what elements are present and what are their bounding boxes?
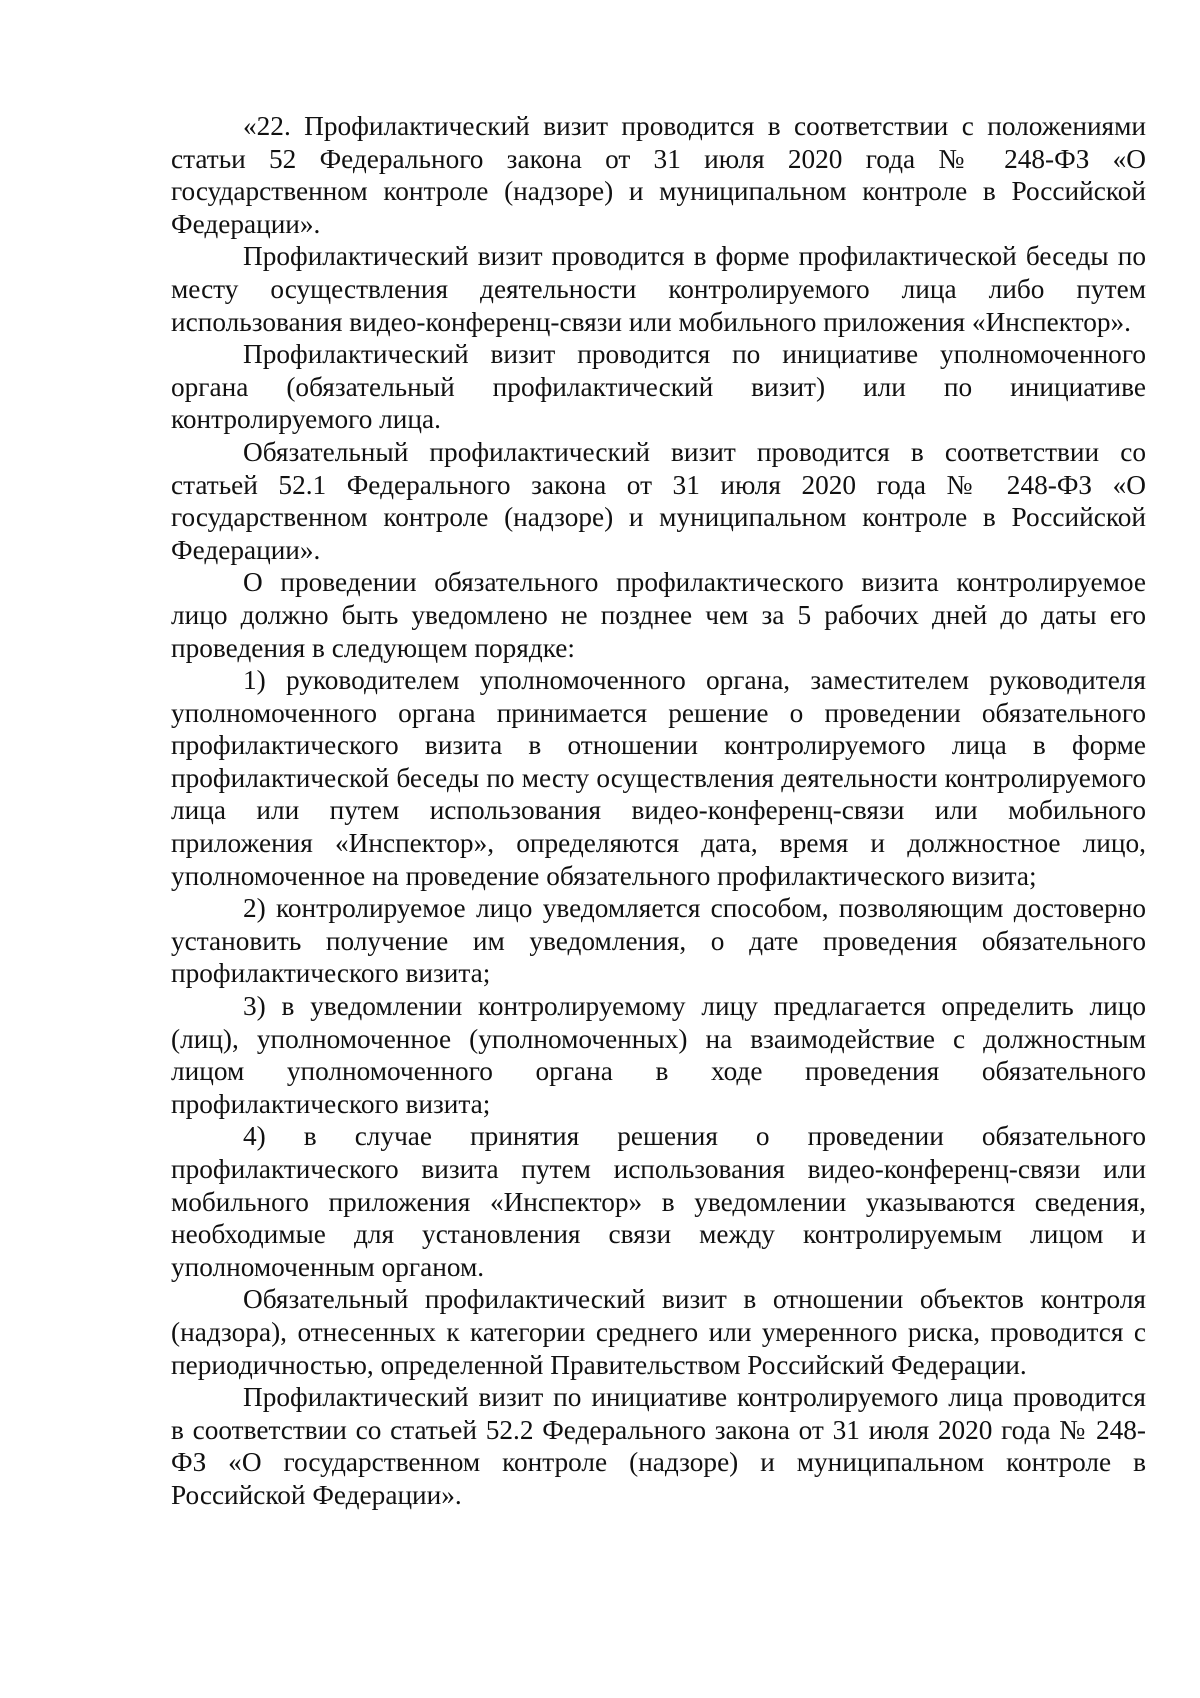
list-item-1: 1) руководителем уполномоченного органа, заместителем руководителя уполномоченного органа принимается решение о проведении обязательного профилактического визита в отношении контролируемого лица в форме профилактической беседы по месту осуществления деятельности контролируемого лица или путем использования видео-конференц-связи или мобильного приложения «Инспектор», определяются дата, время и должностное лицо, уполномоченное на проведение обязательного профилактического визита; <box>171 665 1146 891</box>
list-item-4: 4) в случае принятия решения о проведении обязательного профилактического визита путем использования видео-конференц-связи или мобильного приложения «Инспектор» в уведомлении указываются сведения, необходимые для установления связи между контролируемым лицом и уполномоченным органом. <box>171 1121 1146 1282</box>
paragraph-controlled-person-initiative: Профилактический визит по инициативе контролируемого лица проводится в соответствии со статьей 52.2 Федерального закона от 31 июля 2020 года № 248-ФЗ «О государственном контроле (надзоре) и муниципальном контроле в Российской Федерации». <box>171 1382 1146 1510</box>
paragraph-visit-form: Профилактический визит проводится в форме профилактической беседы по месту осуществления деятельности контролируемого лица либо путем использования видео-конференц-связи или мобильного приложения «Инспектор». <box>171 241 1146 337</box>
paragraph-periodicity: Обязательный профилактический визит в отношении объектов контроля (надзора), отнесенных к категории среднего или умеренного риска, проводится с периодичностью, определенной Правительством Российский Федерации. <box>171 1284 1146 1380</box>
paragraph-visit-initiative: Профилактический визит проводится по инициативе уполномоченного органа (обязательный профилактический визит) или по инициативе контролируемого лица. <box>171 339 1146 435</box>
paragraph-notification-order: О проведении обязательного профилактического визита контролируемое лицо должно быть уведомлено не позднее чем за 5 рабочих дней до даты его проведения в следующем порядке: <box>171 567 1146 663</box>
paragraph-22-intro: «22. Профилактический визит проводится в соответствии с положениями статьи 52 Федерального закона от 31 июля 2020 года № 248-ФЗ «О государственном контроле (надзоре) и муниципальном контроле в Российской Федерации». <box>171 111 1146 239</box>
document-page <box>171 110 1146 1512</box>
list-item-3: 3) в уведомлении контролируемому лицу предлагается определить лицо (лиц), уполномоченное (уполномоченных) на взаимодействие с должностным лицом уполномоченного органа в ходе проведения обязательного профилактического визита; <box>171 991 1146 1119</box>
paragraph-mandatory-visit-basis: Обязательный профилактический визит проводится в соответствии со статьей 52.1 Федерального закона от 31 июля 2020 года № 248-ФЗ «О государственном контроле (надзоре) и муниципальном контроле в Российской Федерации». <box>171 436 1146 565</box>
list-item-2: 2) контролируемое лицо уведомляется способом, позволяющим достоверно установить получение им уведомления, о дате проведения обязательного профилактического визита; <box>171 893 1146 989</box>
